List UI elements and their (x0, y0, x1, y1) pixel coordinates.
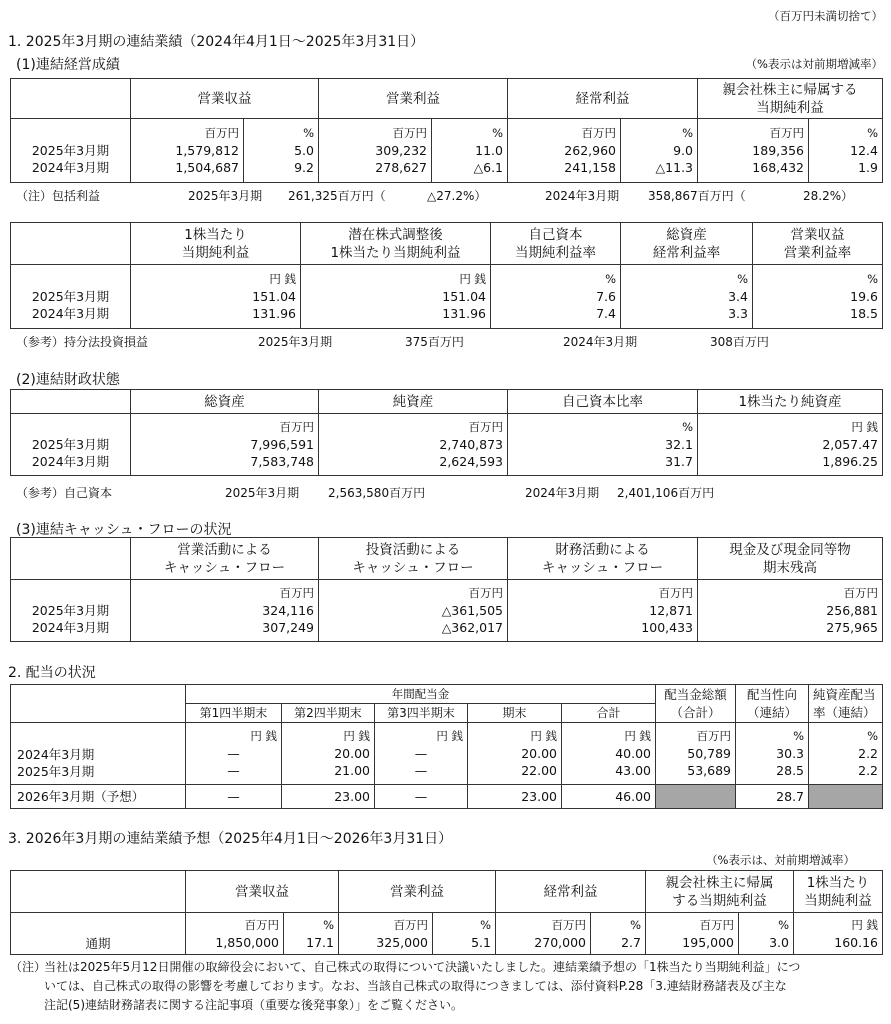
comprehensive-income-value2: 358,867百万円（ (648, 189, 746, 203)
financial-position-title: (2)連結財政状態 (16, 372, 120, 388)
unit-label: 百万円 (843, 586, 878, 600)
unit-label: 百万円 (658, 586, 693, 600)
value: 7,996,591 (250, 437, 314, 452)
value: 12.4 (850, 143, 878, 158)
value: 43.00 (615, 763, 652, 778)
unit-label: % (778, 917, 789, 932)
value: 40.00 (615, 746, 652, 761)
unit-label: 百万円 (204, 126, 239, 140)
equity-capital-label: （参考）自己資本 (16, 486, 113, 500)
header-line: 親会社株主に帰属 (665, 874, 774, 891)
header-equity-ratio: 自己資本比率 (508, 390, 698, 414)
cell-stack (282, 723, 375, 785)
cell-stack (621, 119, 698, 183)
row-label: 2024年3月期 (31, 620, 110, 635)
value: 307,249 (262, 620, 314, 635)
unit-label: 百万円 (393, 917, 428, 932)
header-operating-margin (753, 223, 883, 265)
cashflow-title: (3)連結キャッシュ・フローの状況 (16, 522, 232, 538)
cell-stack (739, 913, 794, 955)
value: 21.00 (334, 763, 370, 778)
header-line: 期末残高 (763, 559, 817, 576)
header-blank (11, 538, 131, 580)
cell-stack (319, 580, 508, 642)
header-ordinary-income: 経常利益 (508, 79, 698, 119)
comprehensive-income-change1: △27.2%） (427, 189, 487, 203)
value: 1,850,000 (215, 934, 279, 950)
header-blank (11, 871, 186, 913)
unit-label: 円 銭 (851, 917, 878, 932)
header-blank (11, 390, 131, 414)
unit-label: % (480, 917, 491, 932)
header-q3: 第3四半期末 (375, 704, 468, 723)
value: 309,232 (375, 143, 427, 158)
comprehensive-income-change2: 28.2%） (803, 189, 854, 203)
row-labels (11, 265, 131, 329)
value: 22.00 (521, 763, 557, 778)
value: 50,789 (687, 746, 732, 761)
per-share-table (10, 222, 883, 329)
header-total-assets: 総資産 (131, 390, 319, 414)
value: 9.2 (294, 160, 314, 175)
header-line: 営業収益 (790, 226, 845, 243)
unit-label: 円 銭 (436, 729, 463, 743)
unit-label: 百万円 (696, 729, 732, 743)
header-line: 配当金総額 (664, 686, 727, 702)
header-operating-income: 営業利益 (339, 871, 496, 913)
header-line: 営業活動による (177, 541, 272, 558)
header-line: キャッシュ・フロー (163, 559, 286, 576)
cell-stack (339, 913, 433, 955)
unit-label: 百万円 (279, 586, 314, 600)
unit-label: 百万円 (392, 126, 427, 140)
cell-stack (698, 119, 809, 183)
value: 160.16 (834, 934, 878, 950)
cell-stack (496, 913, 591, 955)
value: 23.00 (282, 785, 375, 809)
forecast-title: 3. 2026年3月期の連結業績予想（2025年4月1日～2026年3月31日） (8, 831, 453, 847)
unit-label: 百万円 (279, 420, 314, 434)
equity-capital-period2: 2024年3月期 (525, 486, 600, 500)
value: 100,433 (641, 620, 693, 635)
value: 131.96 (442, 306, 486, 321)
header-eps (794, 871, 883, 913)
row-labels (11, 119, 131, 183)
unit-label: 円 銭 (250, 729, 277, 743)
header-line: 親会社株主に帰属する (722, 81, 858, 98)
value: 278,627 (375, 160, 427, 175)
unit-label: 円 銭 (530, 729, 557, 743)
equity-method-value2: 308百万円 (710, 335, 769, 349)
header-line: 配当性向 (747, 686, 798, 702)
header-payout-ratio (736, 685, 809, 723)
value: 12,871 (649, 603, 693, 618)
cell-stack (433, 913, 496, 955)
row-labels (11, 723, 186, 785)
cell-stack (809, 723, 883, 785)
value: 1,504,687 (175, 160, 239, 175)
value: — (414, 746, 428, 761)
value: 324,116 (262, 603, 314, 618)
cell-stack (131, 414, 319, 476)
unit-label: % (303, 126, 314, 140)
footnote-line: 当社は2025年5月12日開催の取締役会において、自己株式の取得について決議いたしました。連結業績予想の「1株当たり当期純利益」につ (44, 960, 801, 974)
value: 19.6 (850, 289, 878, 304)
cell-stack (794, 913, 883, 955)
header-line: キャッシュ・フロー (352, 559, 474, 576)
header-line: 1株当たり当期純利益 (330, 244, 461, 261)
value: 151.04 (442, 289, 486, 304)
cell-stack (186, 913, 284, 955)
header-operating-revenue: 営業収益 (131, 79, 319, 119)
value: 2.2 (858, 746, 879, 761)
value: — (227, 746, 240, 761)
value: 3.3 (728, 306, 748, 321)
header-q1: 第1四半期末 (186, 704, 282, 723)
unit-label: % (630, 917, 641, 932)
unit-label: 百万円 (244, 917, 279, 932)
equity-method-value1: 375百万円 (405, 335, 464, 349)
cell-stack (131, 265, 301, 329)
value: — (375, 785, 468, 809)
equity-method-period2: 2024年3月期 (563, 335, 638, 349)
cell-stack (284, 913, 339, 955)
header-line: （連結） (747, 704, 798, 720)
value: △11.3 (655, 160, 693, 175)
cell-stack (621, 265, 753, 329)
financial-position-table (10, 389, 883, 476)
value: — (414, 763, 428, 778)
row-labels (11, 414, 131, 476)
unit-label: % (682, 126, 693, 140)
equity-method-period1: 2025年3月期 (258, 335, 333, 349)
header-line: （合計） (670, 704, 721, 720)
value: 1.9 (858, 160, 878, 175)
header-operating-income: 営業利益 (319, 79, 508, 119)
header-line: 当期純利益 (756, 99, 824, 116)
header-line: 潜在株式調整後 (348, 226, 443, 243)
header-roa (621, 223, 753, 265)
header-blank (11, 685, 186, 723)
cell-stack (244, 119, 319, 183)
unit-label: % (682, 420, 693, 434)
header-line: 当期純利益 (181, 244, 250, 261)
value: 131.96 (252, 306, 296, 321)
row-label: 2025年3月期 (31, 143, 110, 158)
cell-stack (432, 119, 508, 183)
forecast-dividend-row (11, 785, 883, 809)
value: 18.5 (850, 306, 878, 321)
value: — (186, 785, 282, 809)
header-bps: 1株当たり純資産 (698, 390, 883, 414)
header-roe (491, 223, 621, 265)
header-eps (131, 223, 301, 265)
value: 32.1 (665, 437, 693, 452)
value: 275,965 (826, 620, 878, 635)
cell-stack (491, 265, 621, 329)
dividends-title: 2. 配当の状況 (8, 665, 96, 681)
value: 2,624,593 (439, 454, 503, 469)
comprehensive-income-period2: 2024年3月期 (545, 189, 620, 203)
value: 1,896.25 (822, 454, 878, 469)
header-line: 営業利益率 (783, 244, 852, 261)
header-line: 当期純利益 (804, 892, 872, 909)
comprehensive-income-period1: 2025年3月期 (188, 189, 263, 203)
header-diluted-eps (301, 223, 491, 265)
cell-stack (508, 580, 698, 642)
row-label: 2026年3月期（予想） (11, 785, 186, 809)
cell-stack (319, 414, 508, 476)
value: 7.4 (596, 306, 616, 321)
cell-stack (656, 723, 736, 785)
header-total: 合計 (562, 704, 656, 723)
value: 2,740,873 (439, 437, 503, 452)
unit-label: % (492, 126, 503, 140)
equity-capital-value2: 2,401,106百万円 (617, 486, 715, 500)
row-label: 2024年3月期 (31, 454, 110, 469)
value: 9.0 (673, 143, 693, 158)
cell-stack (375, 723, 468, 785)
value: 11.0 (475, 143, 503, 158)
row-label: 2024年3月期 (31, 160, 110, 175)
value: △6.1 (473, 160, 503, 175)
header-operating-revenue: 営業収益 (186, 871, 339, 913)
unit-label: 円 銭 (459, 272, 486, 286)
footnote-line: 注記(5)連結財務諸表に関する注記事項（重要な後発事象）」をご覧ください。 (44, 998, 464, 1012)
header-net-assets: 純資産 (319, 390, 508, 414)
value: 20.00 (334, 746, 370, 761)
value: 7,583,748 (250, 454, 314, 469)
header-net-income (646, 871, 794, 913)
unit-label: % (867, 272, 878, 286)
value: 31.7 (665, 454, 693, 469)
row-label: 2024年3月期 (17, 747, 95, 762)
value: 151.04 (252, 289, 296, 304)
value: 7.6 (596, 289, 616, 304)
header-doe (809, 685, 883, 723)
cell-stack (508, 119, 621, 183)
value: 53,689 (687, 763, 732, 778)
dividends-table (10, 684, 883, 809)
value: 195,000 (682, 934, 734, 950)
value: 241,158 (564, 160, 616, 175)
cell-stack (698, 414, 883, 476)
unit-label: 百万円 (468, 420, 503, 434)
unit-note: （百万円未満切捨て） (768, 9, 883, 23)
header-line: 自己資本 (528, 226, 583, 243)
cell-stack (698, 580, 883, 642)
header-cash-balance (698, 538, 883, 580)
value: △361,505 (441, 603, 503, 618)
value: 2.2 (858, 763, 879, 778)
header-line: 1株当たり (184, 226, 247, 243)
section1-title: 1. 2025年3月期の連結業績（2024年4月1日～2025年3月31日） (8, 34, 425, 50)
header-operating-cf (131, 538, 319, 580)
operating-results-table (10, 78, 883, 183)
row-label: 2025年3月期 (31, 603, 110, 618)
unit-label: 円 銭 (343, 729, 370, 743)
value: 17.1 (306, 934, 334, 950)
header-line: 率（連結） (813, 704, 876, 720)
unit-label: 円 銭 (624, 729, 652, 743)
cell-stack (186, 723, 282, 785)
equity-method-label: （参考）持分法投資損益 (16, 335, 149, 349)
cell-stack (591, 913, 646, 955)
value: 20.00 (521, 746, 557, 761)
header-line: 現金及び現金同等物 (729, 541, 851, 558)
comprehensive-income-label: （注）包括利益 (16, 189, 101, 203)
header-year-end: 期末 (468, 704, 562, 723)
comprehensive-income-value1: 261,325百万円（ (288, 189, 386, 203)
row-label: 2024年3月期 (31, 306, 110, 321)
value: 168,432 (752, 160, 804, 175)
header-line: 経常利益率 (652, 244, 721, 261)
pct-note: （%表示は対前期増減率） (745, 57, 883, 71)
shaded-cell (656, 785, 736, 809)
value: 256,881 (826, 603, 878, 618)
unit-label: % (737, 272, 748, 286)
cell-stack (468, 723, 562, 785)
unit-label: 百万円 (468, 586, 503, 600)
footnote-label: （注） (10, 960, 47, 974)
value: 5.0 (294, 143, 314, 158)
value: 2.7 (621, 934, 641, 950)
unit-label: % (605, 272, 616, 286)
cell-stack (736, 723, 809, 785)
header-investing-cf (319, 538, 508, 580)
footnote-line: いては、自己株式の取得の影響を考慮しております。なお、当該自己株式の取得につきましては、添付資料P.28「3.連結財務諸表及び主な (44, 979, 787, 993)
header-total-dividends (656, 685, 736, 723)
cell-stack (646, 913, 739, 955)
value: 30.3 (776, 746, 805, 761)
cell-stack (753, 265, 883, 329)
unit-label: 百万円 (769, 126, 804, 140)
value: 3.4 (728, 289, 748, 304)
unit-label: % (323, 917, 334, 932)
header-q2: 第2四半期末 (282, 704, 375, 723)
value: 270,000 (534, 934, 586, 950)
header-blank (11, 79, 131, 119)
row-label: 2025年3月期 (17, 764, 95, 779)
header-blank (11, 223, 131, 265)
header-line: 当期純利益率 (515, 244, 596, 261)
value: 5.1 (471, 934, 491, 950)
value: 1,579,812 (175, 143, 239, 158)
unit-label: 円 銭 (851, 420, 878, 434)
unit-label: % (867, 126, 878, 140)
header-financing-cf (508, 538, 698, 580)
value: 325,000 (376, 934, 428, 950)
header-line: 総資産 (666, 226, 707, 243)
shaded-cell (809, 785, 883, 809)
value: △362,017 (441, 620, 503, 635)
section1-subtitle: (1)連結経営成績 (16, 57, 120, 73)
header-annual-dividends: 年間配当金 (186, 685, 656, 704)
unit-label: 百万円 (581, 126, 616, 140)
header-line: キャッシュ・フロー (541, 559, 664, 576)
value: 28.5 (776, 763, 805, 778)
equity-capital-period1: 2025年3月期 (225, 486, 300, 500)
value: 46.00 (562, 785, 656, 809)
cashflow-table (10, 537, 883, 642)
forecast-pct-note: （%表示は、対前期増減率） (706, 853, 855, 867)
row-labels (11, 580, 131, 642)
unit-label: 百万円 (551, 917, 586, 932)
header-line: する当期純利益 (672, 892, 767, 909)
header-line: 純資産配当 (813, 686, 876, 702)
value: 189,356 (752, 143, 804, 158)
unit-label: % (867, 729, 879, 743)
cell-stack (131, 580, 319, 642)
forecast-table (10, 870, 883, 955)
value: 3.0 (769, 934, 789, 950)
row-label: 通期 (85, 935, 111, 951)
unit-label: % (793, 729, 805, 743)
header-net-income (698, 79, 883, 119)
unit-label: 円 銭 (269, 272, 296, 286)
value: 28.7 (736, 785, 809, 809)
row-label: 2025年3月期 (31, 289, 110, 304)
header-line: 1株当たり (806, 874, 870, 891)
row-labels (11, 913, 186, 955)
cell-stack (562, 723, 656, 785)
header-line: 財務活動による (555, 541, 650, 558)
cell-stack (301, 265, 491, 329)
value: — (227, 763, 240, 778)
value: 2,057.47 (822, 437, 878, 452)
row-label: 2025年3月期 (31, 437, 110, 452)
cell-stack (319, 119, 432, 183)
value: 262,960 (564, 143, 616, 158)
cell-stack (508, 414, 698, 476)
cell-stack (809, 119, 883, 183)
header-ordinary-income: 経常利益 (496, 871, 646, 913)
value: 23.00 (468, 785, 562, 809)
equity-capital-value1: 2,563,580百万円 (328, 486, 426, 500)
unit-label: 百万円 (699, 917, 734, 932)
cell-stack (131, 119, 244, 183)
header-line: 投資活動による (365, 541, 461, 558)
